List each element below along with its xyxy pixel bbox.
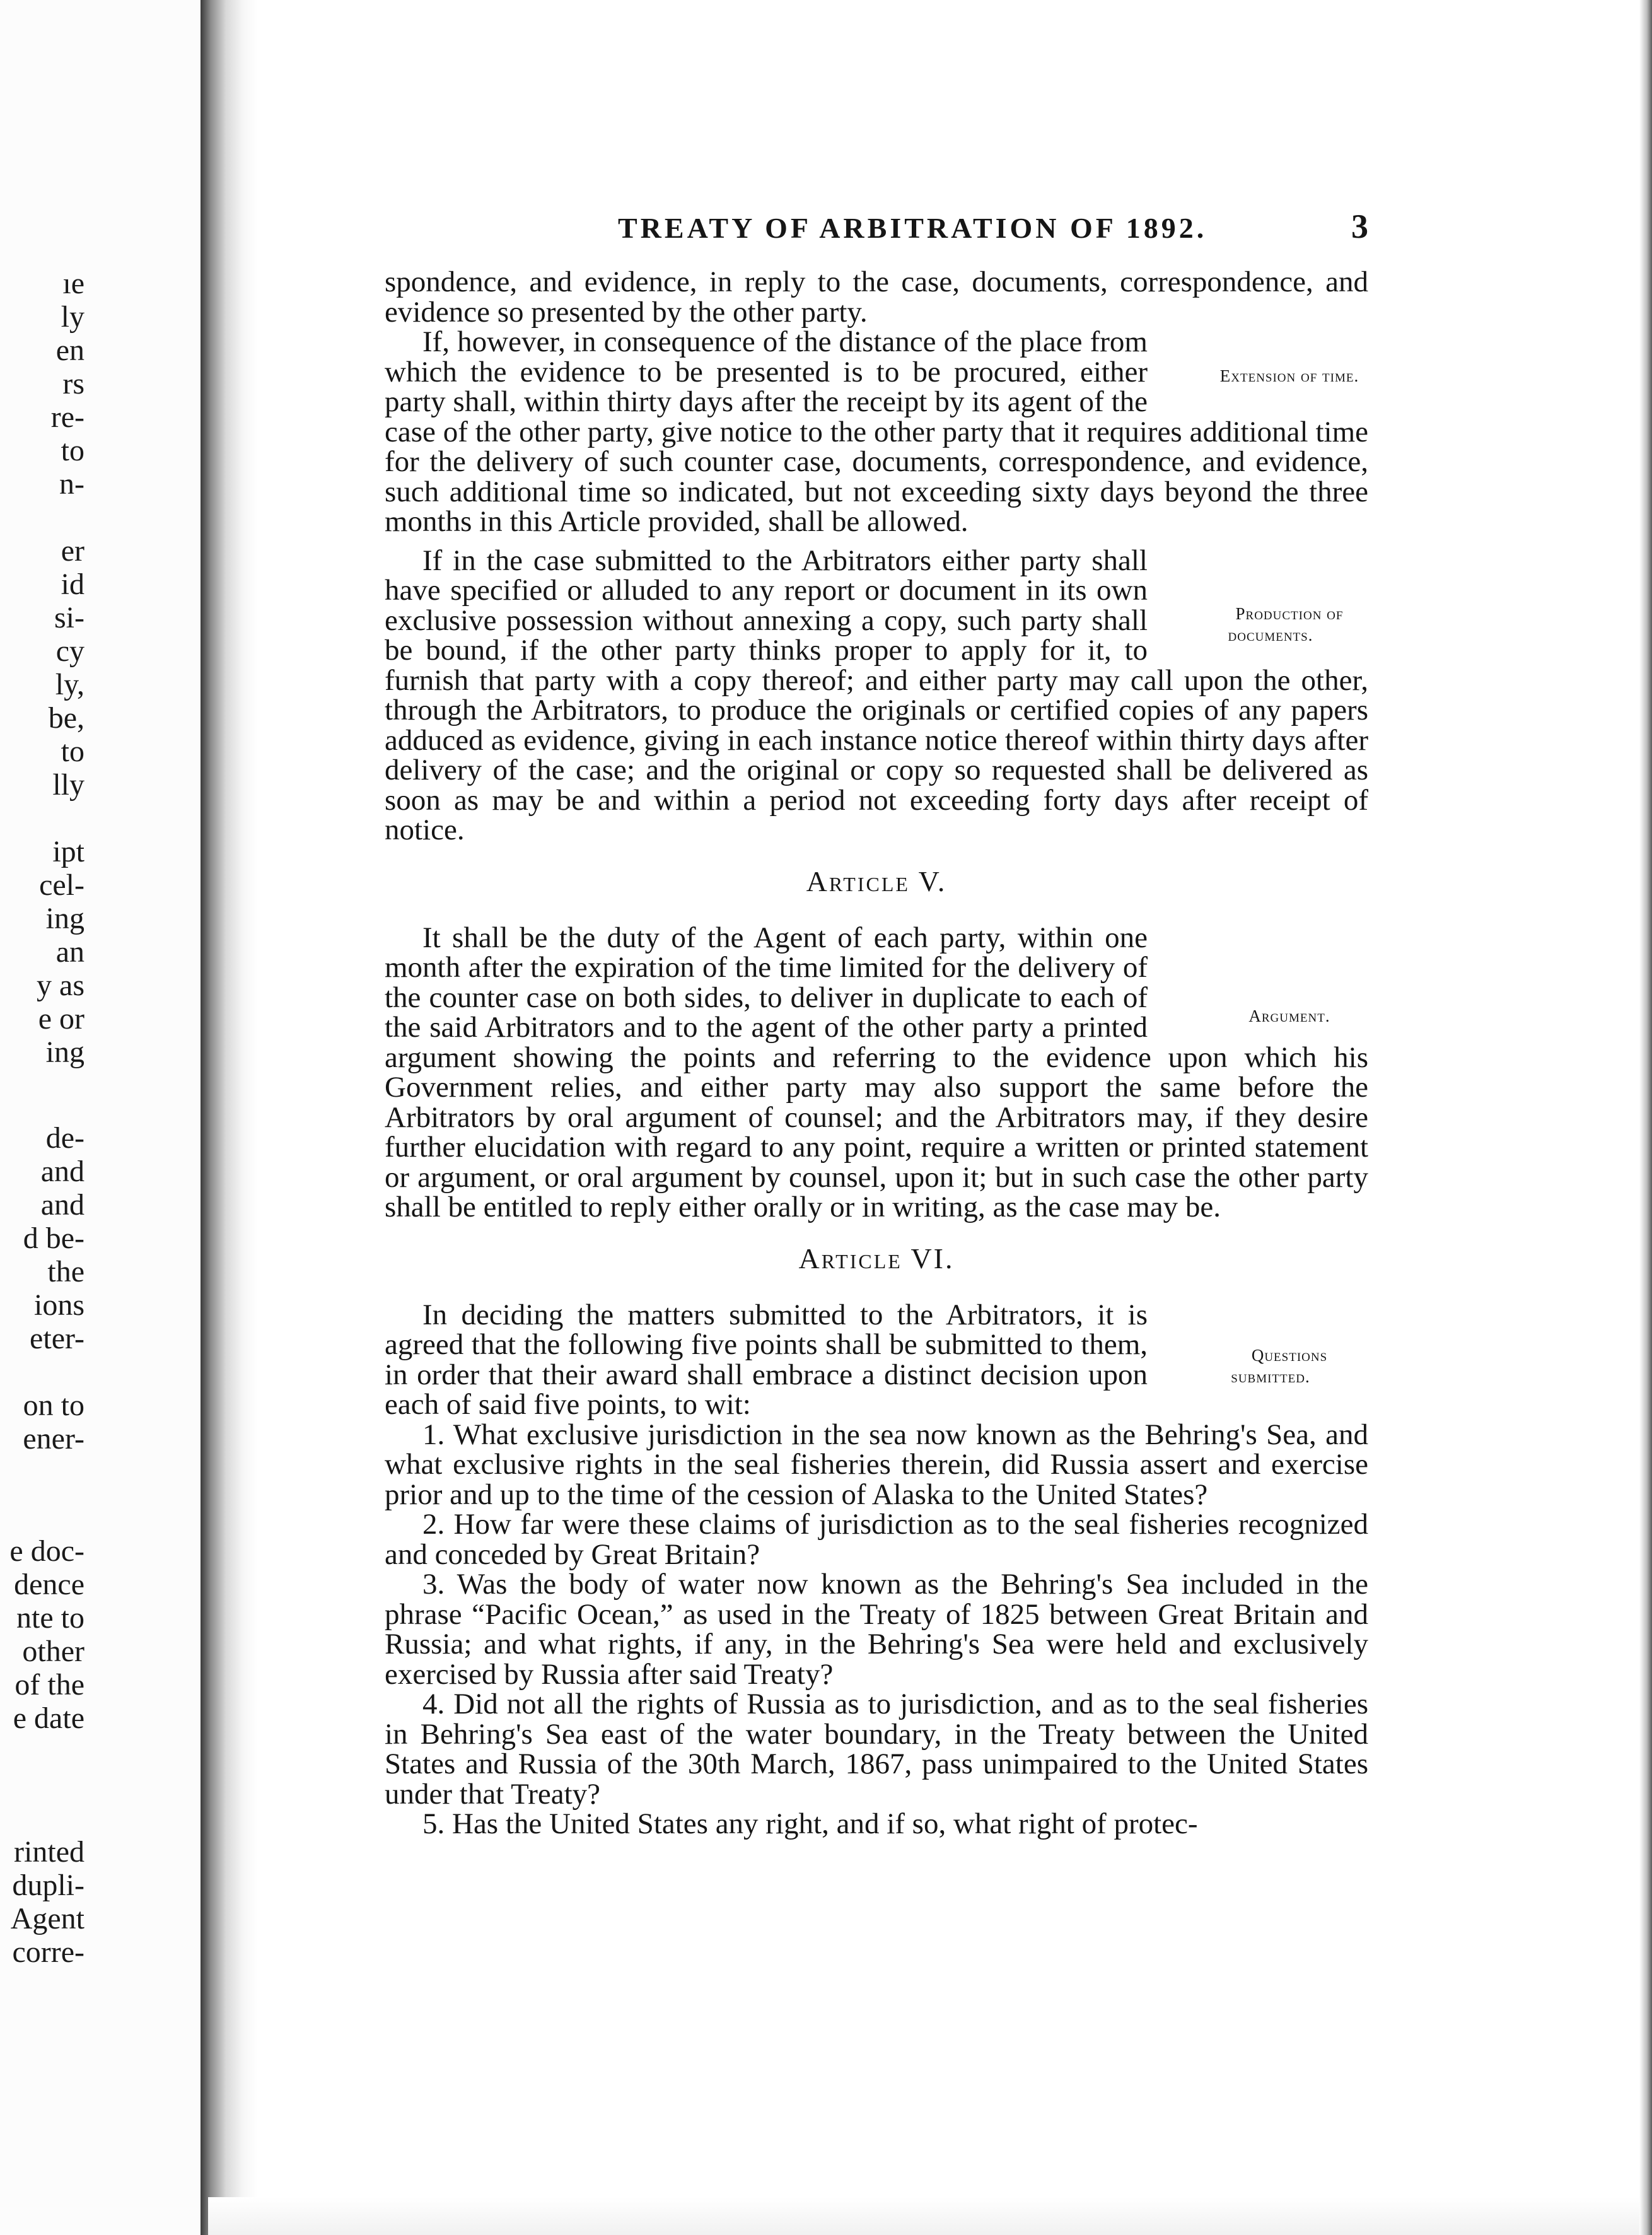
facing-page-fragment: dence (14, 1568, 84, 1601)
page-header (378, 207, 1368, 246)
facing-page-fragment: rinted (14, 1835, 84, 1869)
facing-page-text-fragments (0, 0, 107, 2235)
facing-page-fragment: other (22, 1635, 84, 1668)
facing-page-fragment: e or (38, 1002, 84, 1036)
facing-page-fragment: e date (13, 1701, 84, 1735)
article-vi-intro (385, 1300, 1368, 1420)
book-gutter-shadow (201, 0, 257, 2235)
facing-page-fragment: on to (23, 1389, 84, 1422)
facing-page-fragment: id (61, 568, 84, 601)
facing-page-fragment: ing (45, 902, 84, 935)
facing-page-fragment: ions (33, 1288, 84, 1322)
page-bottom-edge (208, 2197, 1639, 2235)
facing-page-edge (0, 0, 208, 2235)
facing-page-fragment: and (40, 1188, 84, 1222)
marginal-note-production: Production of documents. (1228, 604, 1344, 645)
facing-page-fragment: the (47, 1255, 84, 1288)
page-number: 3 (1351, 207, 1368, 245)
facing-page-fragment: e doc- (9, 1534, 84, 1568)
page-body (385, 267, 1368, 1840)
facing-page-fragment: ly (61, 300, 84, 334)
facing-page-fragment: ener- (23, 1422, 84, 1456)
facing-page-fragment: lly (52, 768, 84, 802)
question-1: 1. What exclusive jurisdiction in the sea now known as the Behring's Sea, and what exclusive rights in the seal fisheries therein, did Russia assert and exercise prior and up to the time of the cession of Alaska to the United States? (385, 1418, 1368, 1511)
paragraph-extension-of-time (385, 327, 1368, 537)
continued-paragraph: spondence, and evidence, in reply to the case, documents, correspondence, and evidence so presented by the other party. (385, 266, 1368, 329)
facing-page-fragment: y as (37, 969, 84, 1002)
facing-page-fragment: en (55, 334, 84, 367)
paragraph-text: It shall be the duty of the Agent of each party, within one month after the expiration of the time limited for the delivery of the counter case on both sides, to deliver in duplicate to each of the said Arbitrators and to the agent of the other party a printed argument showing the points and referring to the evidence upon which his Government relies, and either party may also support the same before the Arbitrators by oral argument of counsel; and the Arbitrators may, if they desire further elucidation with regard to any point, require a written or printed statement or argument, or oral argument by counsel, upon it; but in such case the other party shall be entitled to reply either orally or in writing, as the case may be. (385, 921, 1368, 1223)
article-v-heading: Article V. (806, 865, 947, 897)
facing-page-fragment: to (61, 735, 84, 768)
marginal-note-extension: Extension of time. (1219, 366, 1359, 385)
paragraph-production-of-documents (385, 546, 1368, 846)
facing-page-fragment: ipt (52, 835, 84, 868)
facing-page-fragment: dupli- (12, 1869, 84, 1902)
facing-page-fragment: si- (54, 601, 84, 634)
paragraph-text: In deciding the matters submitted to the Arbitrators, it is agreed that the following five points shall be submitted to them, in order that their award shall embrace a distinct decision upon each of said five points, to wit: (385, 1298, 1148, 1421)
question-5: 5. Has the United States any right, and if so, what right of protec- (422, 1807, 1198, 1840)
question-2: 2. How far were these claims of jurisdiction as to the seal fisheries recognized and conceded by Great Britain? (385, 1508, 1368, 1571)
facing-page-fragment: Agent (10, 1902, 84, 1935)
facing-page-fragment: n- (59, 467, 84, 501)
facing-page-fragment: re- (50, 400, 84, 434)
page-right-edge (1639, 0, 1652, 2235)
facing-page-fragment: er (61, 534, 84, 568)
facing-page-fragment: of the (15, 1668, 84, 1701)
facing-page-fragment: d be- (23, 1222, 84, 1255)
article-v-paragraph (385, 923, 1368, 1223)
paragraph-text: If in the case submitted to the Arbitrators either party shall have specified or alluded to any report or document in its own exclusive possession without annexing a copy, such party shall be bound, if the other party thinks proper to apply for it, to furnish that party with a copy thereof; and either party may call upon the other, through the Arbitrators, to produce the originals or certified copies of any papers adduced as evidence, giving in each instance notice thereof within thirty days after delivery of the case; and the original or copy so requested shall be delivered as soon as may be and within a period not exceeding forty days after receipt of notice. (385, 544, 1368, 846)
facing-page-fragment: ing (45, 1036, 84, 1069)
facing-page-fragment: ıe (62, 267, 84, 300)
paragraph-text: If, however, in consequence of the distance of the place from which the evidence to be presented is to be procured, either party shall, within thirty days after the receipt by its agent of the case of the other party, give notice to the other party that it requires additional time for the delivery of such counter case, documents, correspondence, and evidence, such additional time so indicated, but not exceeding sixty days beyond the three months in this Article provided, shall be allowed. (385, 325, 1368, 538)
marginal-note-questions: Questions submitted. (1231, 1345, 1328, 1386)
facing-page-fragment: nte to (16, 1601, 84, 1635)
question-4: 4. Did not all the rights of Russia as to jurisdiction, and as to the seal fisheries in Behring's Sea east of the water boundary, in the Treaty between the United States and Russia of the 30th March, 1867, pass unimpaired to the United States under that Treaty? (385, 1688, 1368, 1811)
facing-page-fragment: cy (55, 634, 84, 668)
facing-page-fragment: and (40, 1155, 84, 1188)
facing-page-fragment: de- (45, 1121, 84, 1155)
facing-page-fragment: rs (62, 367, 84, 400)
facing-page-fragment: to (61, 434, 84, 467)
facing-page-fragment: cel- (39, 868, 84, 902)
marginal-note-argument: Argument. (1248, 1006, 1330, 1025)
facing-page-fragment: be, (48, 701, 84, 735)
facing-page-fragment: eter- (30, 1322, 84, 1355)
running-head: TREATY OF ARBITRATION OF 1892. (618, 212, 1207, 244)
facing-page-fragment: corre- (12, 1935, 84, 1969)
facing-page-fragment: ly, (55, 668, 84, 701)
facing-page-fragment: an (55, 935, 84, 969)
article-vi-heading: Article VI. (798, 1242, 955, 1275)
question-3: 3. Was the body of water now known as the Behring's Sea included in the phrase “Pacific Ocean,” as used in the Treaty of 1825 between Great Britain and Russia; and what rights, if any, in the Behring's Sea were held and exclusively exercised by Russia after said Treaty? (385, 1568, 1368, 1691)
